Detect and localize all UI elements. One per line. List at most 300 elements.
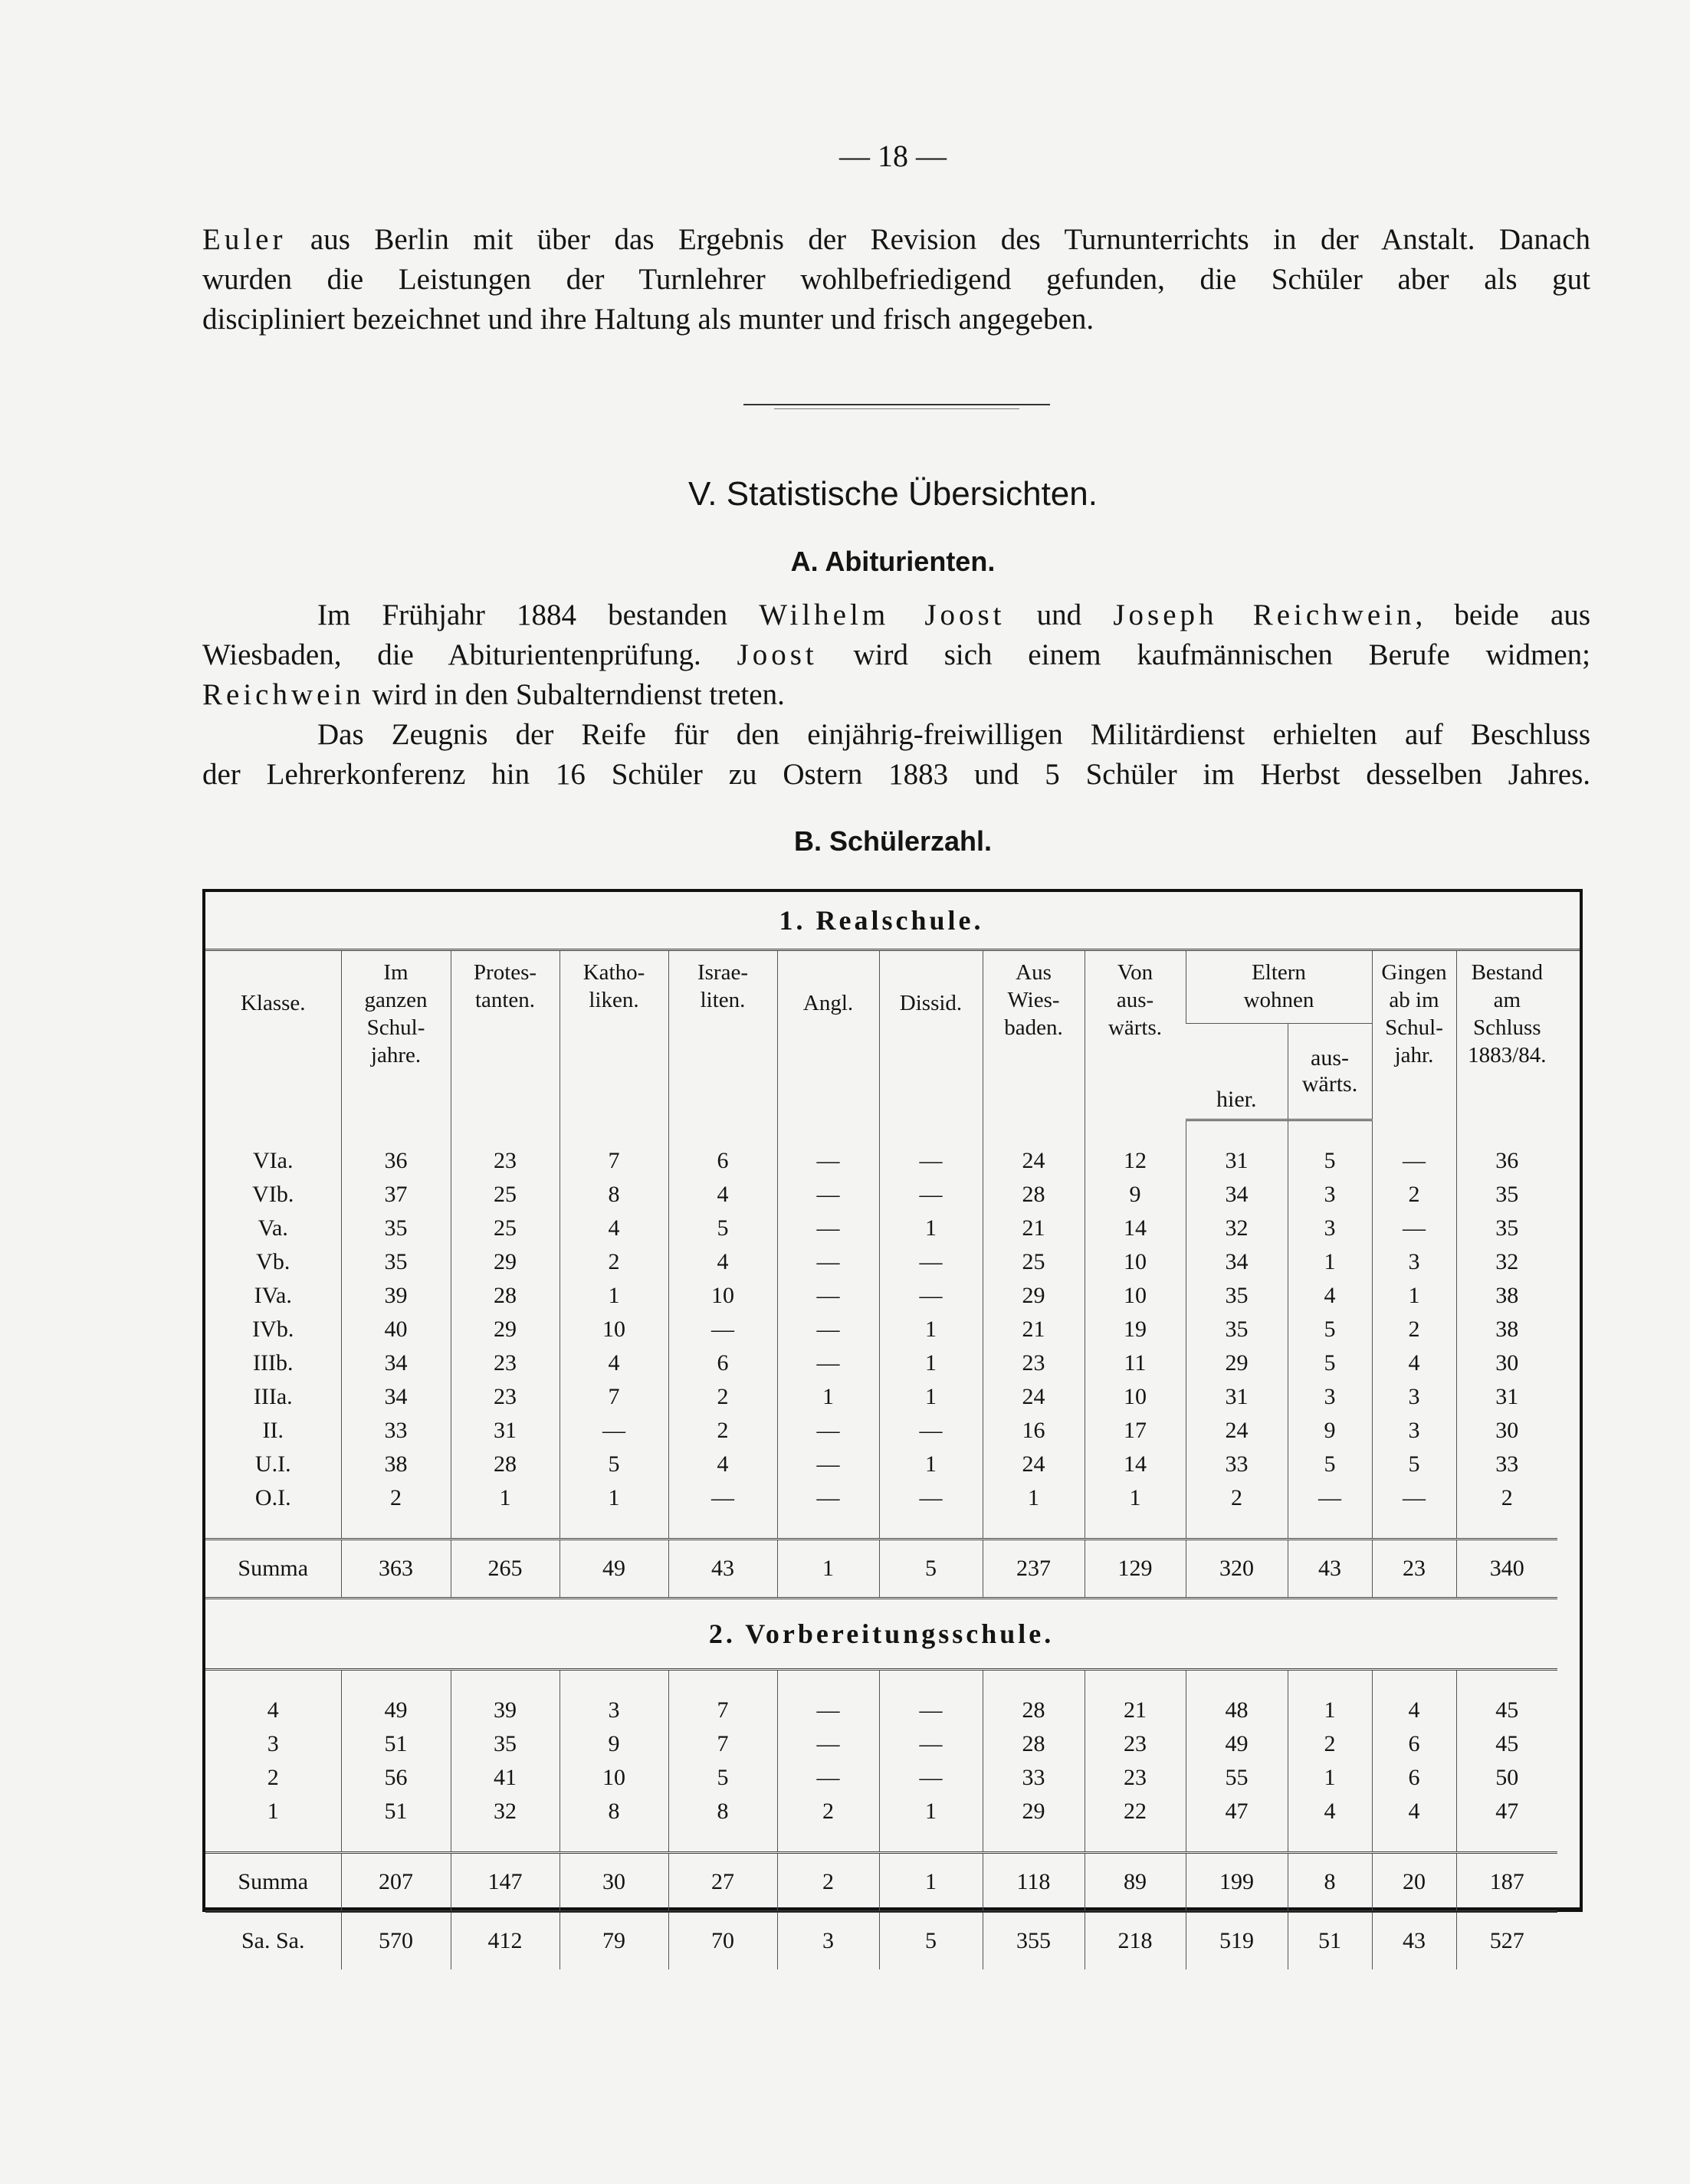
cell-value: 4 <box>1288 1795 1372 1828</box>
table-row <box>205 1346 1580 1380</box>
spacer-cell <box>341 1670 451 1694</box>
cell-value: 10 <box>560 1313 668 1346</box>
cell-value: 21 <box>983 1313 1085 1346</box>
spacer-cell <box>777 1828 879 1853</box>
cell-value: 7 <box>668 1727 777 1761</box>
cell-value: 187 <box>1456 1853 1557 1912</box>
text-segment: wurden die Leistungen der Turnlehrer wohlbefriedigend gefunden, die Schüler aber als gut <box>202 263 1590 296</box>
cell-value: 48 <box>1186 1694 1288 1727</box>
cell-value: 35 <box>341 1212 451 1245</box>
spacer-cell <box>1085 1120 1186 1145</box>
intro-paragraph <box>202 220 1590 339</box>
cell-value: 14 <box>1085 1212 1186 1245</box>
cell-value: 320 <box>1186 1540 1288 1599</box>
cell-value: 5 <box>668 1761 777 1795</box>
text-line <box>202 300 1590 339</box>
spacer-cell <box>341 1515 451 1540</box>
spacer-cell <box>1186 1670 1288 1694</box>
spacer-cell <box>560 1670 668 1694</box>
cell-value: 3 <box>1372 1245 1456 1279</box>
subheading-schuelerzahl: B. Schülerzahl. <box>793 825 993 857</box>
header-line: Wies- <box>1007 988 1060 1012</box>
cell-value: — <box>879 1414 983 1448</box>
spacer-cell <box>1372 1120 1456 1145</box>
header-line: Israe- <box>697 960 748 985</box>
cell-value: — <box>777 1448 879 1481</box>
cell-value: 1 <box>560 1481 668 1515</box>
row-label: II. <box>262 1418 284 1443</box>
header-line: wärts. <box>1108 1015 1163 1040</box>
cell-value: 4 <box>1372 1795 1456 1828</box>
cell-value: 41 <box>451 1761 560 1795</box>
table-row <box>205 1380 1580 1414</box>
cell-value: 2 <box>668 1380 777 1414</box>
cell-value: 4 <box>668 1245 777 1279</box>
cell-value: 50 <box>1456 1761 1557 1795</box>
cell-value: 2 <box>668 1414 777 1448</box>
cell-value: — <box>1372 1144 1456 1178</box>
cell-value: 51 <box>1288 1912 1372 1970</box>
spacer-cell <box>777 1120 879 1145</box>
text-line <box>202 220 1590 260</box>
header-aus-wiesbaden <box>983 950 1085 1120</box>
row-spacer <box>205 1120 1580 1145</box>
cell-value: 2 <box>1372 1178 1456 1212</box>
cell-value: — <box>777 1727 879 1761</box>
cell-value: — <box>1372 1481 1456 1515</box>
cell-value: — <box>879 1694 983 1727</box>
cell-value: 35 <box>341 1245 451 1279</box>
cell-value: 1 <box>777 1380 879 1414</box>
cell-value: 118 <box>983 1853 1085 1912</box>
spacer-cell <box>1186 1120 1288 1145</box>
cell-value: 570 <box>341 1912 451 1970</box>
header-angl: Angl. <box>777 950 879 1120</box>
header-line: Gingen <box>1381 960 1447 985</box>
cell-value: 207 <box>341 1853 451 1912</box>
cell-value: 16 <box>983 1414 1085 1448</box>
cell-value: 24 <box>983 1144 1085 1178</box>
spacer-cell <box>1288 1670 1372 1694</box>
cell-value: 33 <box>1456 1448 1557 1481</box>
section-vorbereitungsschule <box>205 1599 1580 1670</box>
cell-value: — <box>879 1245 983 1279</box>
cell-value: 24 <box>1186 1414 1288 1448</box>
cell-value: 5 <box>879 1540 983 1599</box>
cell-value: — <box>777 1212 879 1245</box>
table-row <box>205 1212 1580 1245</box>
cell-value: 2 <box>777 1795 879 1828</box>
cell-value: 34 <box>1186 1178 1288 1212</box>
header-line: liten. <box>700 988 746 1012</box>
section-realschule <box>205 892 1580 950</box>
cell-value: 4 <box>668 1178 777 1212</box>
cell-value: 5 <box>560 1448 668 1481</box>
text-segment: , beide aus <box>1415 598 1591 631</box>
cell-value: — <box>777 1178 879 1212</box>
header-hier: hier. <box>1186 1024 1288 1120</box>
cell-value: — <box>879 1279 983 1313</box>
cell-value: 30 <box>560 1853 668 1912</box>
cell-value: — <box>1288 1481 1372 1515</box>
abiturienten-text <box>202 595 1590 795</box>
cell-value: 1 <box>1085 1481 1186 1515</box>
summa-row <box>205 1853 1580 1912</box>
row-label: Summa <box>205 1540 341 1599</box>
cell-value: 29 <box>451 1245 560 1279</box>
cell-value: 10 <box>560 1761 668 1795</box>
cell-value: 35 <box>451 1727 560 1761</box>
cell-value: 23 <box>1085 1727 1186 1761</box>
header-line: jahr. <box>1394 1043 1434 1067</box>
text-line <box>202 755 1590 795</box>
section-title: V. Statistische Übersichten. <box>688 475 1098 513</box>
cell-value: 35 <box>1186 1313 1288 1346</box>
cell-value: 2 <box>777 1853 879 1912</box>
cell-value: 25 <box>983 1245 1085 1279</box>
row-label: VIb. <box>252 1182 294 1207</box>
cell-value: 21 <box>983 1212 1085 1245</box>
header-line: ganzen <box>364 988 428 1012</box>
cell-value: 29 <box>451 1313 560 1346</box>
table-row <box>205 1178 1580 1212</box>
spacer-cell <box>983 1828 1085 1853</box>
spacer-cell <box>1186 1515 1288 1540</box>
cell-value: 129 <box>1085 1540 1186 1599</box>
spaced-name: Joseph Reichwein <box>1113 598 1416 631</box>
spacer-cell <box>1372 1828 1456 1853</box>
cell-value: 23 <box>451 1380 560 1414</box>
cell-value: 17 <box>1085 1414 1186 1448</box>
cell-value: 5 <box>1288 1313 1372 1346</box>
cell-value: 31 <box>1186 1144 1288 1178</box>
cell-value: — <box>668 1313 777 1346</box>
table-row <box>205 1144 1580 1178</box>
cell-value: — <box>777 1245 879 1279</box>
spacer-cell <box>1085 1515 1186 1540</box>
row-label: 1 <box>267 1799 279 1824</box>
row-spacer <box>205 1828 1580 1853</box>
cell-value: 10 <box>1085 1380 1186 1414</box>
spacer-cell <box>1372 1515 1456 1540</box>
cell-value: — <box>1372 1212 1456 1245</box>
cell-value: 56 <box>341 1761 451 1795</box>
cell-value: 32 <box>451 1795 560 1828</box>
header-line: baden. <box>1004 1015 1063 1040</box>
table-row <box>205 1414 1580 1448</box>
cell-value: 35 <box>1456 1178 1557 1212</box>
cell-value: 35 <box>1456 1212 1557 1245</box>
cell-value: — <box>879 1761 983 1795</box>
header-line: tanten. <box>474 988 536 1012</box>
cell-value: 51 <box>341 1727 451 1761</box>
cell-value: 3 <box>1372 1380 1456 1414</box>
section-divider <box>743 404 1050 405</box>
cell-value: 199 <box>1186 1853 1288 1912</box>
cell-value: 1 <box>879 1795 983 1828</box>
row-label: 3 <box>267 1731 279 1756</box>
subheading-abiturienten: A. Abiturienten. <box>790 546 996 577</box>
cell-value: 1 <box>1288 1761 1372 1795</box>
cell-value: 9 <box>1085 1178 1186 1212</box>
total-row <box>205 1912 1580 1970</box>
header-auswaerts <box>1288 1024 1372 1120</box>
cell-value: 70 <box>668 1912 777 1970</box>
text-segment: Wiesbaden, die Abiturientenprüfung. <box>202 638 737 671</box>
cell-value: 39 <box>341 1279 451 1313</box>
cell-value: 38 <box>1456 1279 1557 1313</box>
spacer-cell <box>668 1120 777 1145</box>
cell-value: 8 <box>560 1178 668 1212</box>
spacer-cell <box>1456 1515 1557 1540</box>
cell-value: — <box>777 1346 879 1380</box>
cell-value: 37 <box>341 1178 451 1212</box>
cell-value: 1 <box>879 1313 983 1346</box>
spaced-name: Reichwein <box>202 678 365 711</box>
row-label: IIIa. <box>253 1384 293 1409</box>
cell-value: 55 <box>1186 1761 1288 1795</box>
text-segment: wird in den Subalterndienst treten. <box>364 678 785 711</box>
cell-value: — <box>560 1414 668 1448</box>
cell-value: 27 <box>668 1853 777 1912</box>
cell-value: 147 <box>451 1853 560 1912</box>
cell-value: — <box>777 1313 879 1346</box>
text-segment: Im Frühjahr 1884 bestanden <box>317 598 760 631</box>
cell-value: 1 <box>879 1346 983 1380</box>
cell-value: 218 <box>1085 1912 1186 1970</box>
cell-value: 10 <box>1085 1279 1186 1313</box>
header-line: 1883/84. <box>1468 1043 1547 1067</box>
cell-value: 28 <box>451 1448 560 1481</box>
spacer-cell <box>777 1515 879 1540</box>
spaced-name: Joost <box>737 638 818 671</box>
cell-value: — <box>777 1414 879 1448</box>
spacer-cell <box>1372 1670 1456 1694</box>
cell-value: 1 <box>1288 1245 1372 1279</box>
cell-value: 4 <box>1372 1694 1456 1727</box>
spacer-cell <box>205 1670 341 1694</box>
header-line: Schul- <box>366 1015 425 1040</box>
page-number: — 18 — <box>839 139 947 173</box>
cell-value: — <box>668 1481 777 1515</box>
cell-value: 4 <box>668 1448 777 1481</box>
cell-value: 9 <box>1288 1414 1372 1448</box>
cell-value: — <box>879 1144 983 1178</box>
cell-value: 3 <box>560 1694 668 1727</box>
cell-value: 47 <box>1186 1795 1288 1828</box>
cell-value: 47 <box>1456 1795 1557 1828</box>
section-divider-thin <box>774 408 1019 409</box>
cell-value: 7 <box>560 1380 668 1414</box>
text-line <box>202 595 1590 635</box>
cell-value: — <box>777 1694 879 1727</box>
text-segment: Das Zeugnis der Reife für den einjährig-freiwilligen Militärdienst erhielten auf Beschluss <box>317 718 1590 751</box>
row-label: Vb. <box>256 1249 290 1274</box>
header-line: ab im <box>1389 988 1439 1012</box>
header-line: jahre. <box>370 1043 422 1067</box>
spacer-cell <box>560 1828 668 1853</box>
cell-value: 19 <box>1085 1313 1186 1346</box>
table-row <box>205 1245 1580 1279</box>
cell-value: — <box>879 1178 983 1212</box>
text-segment: aus Berlin mit über das Ergebnis der Revision des Turnunterrichts in der Anstalt. Danach <box>286 223 1590 256</box>
table-row <box>205 1279 1580 1313</box>
cell-value: 29 <box>1186 1346 1288 1380</box>
cell-value: 6 <box>1372 1727 1456 1761</box>
cell-value: 5 <box>1288 1346 1372 1380</box>
cell-value: 40 <box>341 1313 451 1346</box>
cell-value: 31 <box>451 1414 560 1448</box>
table-section-title: 1. Realschule. <box>779 905 984 936</box>
cell-value: 38 <box>341 1448 451 1481</box>
table-header-row <box>205 950 1580 1024</box>
cell-value: 1 <box>560 1279 668 1313</box>
cell-value: 43 <box>1372 1912 1456 1970</box>
spacer-cell <box>1085 1670 1186 1694</box>
text-line <box>202 675 1590 715</box>
spacer-cell <box>1288 1828 1372 1853</box>
cell-value: 28 <box>983 1727 1085 1761</box>
spacer-cell <box>205 1120 341 1145</box>
cell-value: 1 <box>879 1448 983 1481</box>
cell-value: 34 <box>341 1380 451 1414</box>
cell-value: 1 <box>777 1540 879 1599</box>
cell-value: 89 <box>1085 1853 1186 1912</box>
header-protestanten <box>451 950 560 1120</box>
cell-value: 2 <box>341 1481 451 1515</box>
cell-value: 49 <box>1186 1727 1288 1761</box>
cell-value: 5 <box>668 1212 777 1245</box>
table-row <box>205 1727 1580 1761</box>
spacer-cell <box>560 1515 668 1540</box>
text-segment: wird sich einem kaufmännischen Berufe widmen; <box>817 638 1590 671</box>
spacer-cell <box>451 1515 560 1540</box>
row-spacer <box>205 1515 1580 1540</box>
text-segment: der Lehrerkonferenz hin 16 Schüler zu Ostern 1883 und 5 Schüler im Herbst desselben Jahres. <box>202 758 1590 791</box>
cell-value: 6 <box>668 1346 777 1380</box>
cell-value: 49 <box>341 1694 451 1727</box>
spacer-cell <box>1456 1120 1557 1145</box>
cell-value: 237 <box>983 1540 1085 1599</box>
cell-value: 265 <box>451 1540 560 1599</box>
cell-value: 28 <box>451 1279 560 1313</box>
spacer-cell <box>879 1670 983 1694</box>
cell-value: 34 <box>1186 1245 1288 1279</box>
cell-value: 23 <box>1372 1540 1456 1599</box>
cell-value: 51 <box>341 1795 451 1828</box>
cell-value: 14 <box>1085 1448 1186 1481</box>
cell-value: 31 <box>1186 1380 1288 1414</box>
row-label: 2 <box>267 1765 279 1790</box>
spacer-cell <box>879 1120 983 1145</box>
summa-row <box>205 1540 1580 1599</box>
cell-value: 33 <box>1186 1448 1288 1481</box>
row-label: 4 <box>267 1697 279 1723</box>
cell-value: 4 <box>1372 1346 1456 1380</box>
spacer-cell <box>1085 1828 1186 1853</box>
cell-value: 4 <box>560 1212 668 1245</box>
header-line: aus- <box>1311 1045 1349 1071</box>
cell-value: 355 <box>983 1912 1085 1970</box>
cell-value: 49 <box>560 1540 668 1599</box>
spacer-cell <box>341 1828 451 1853</box>
header-line: Eltern <box>1252 960 1306 985</box>
cell-value: — <box>777 1144 879 1178</box>
header-line: aus- <box>1116 988 1154 1012</box>
cell-value: 10 <box>668 1279 777 1313</box>
cell-value: 527 <box>1456 1912 1557 1970</box>
cell-value: 5 <box>1288 1144 1372 1178</box>
cell-value: 25 <box>451 1212 560 1245</box>
cell-value: 8 <box>1288 1853 1372 1912</box>
cell-value: 1 <box>983 1481 1085 1515</box>
cell-value: 9 <box>560 1727 668 1761</box>
spacer-cell <box>668 1828 777 1853</box>
cell-value: 6 <box>1372 1761 1456 1795</box>
cell-value: 28 <box>983 1178 1085 1212</box>
table-section-title: 2. Vorbereitungsschule. <box>205 1599 1557 1670</box>
header-line: liken. <box>589 988 639 1012</box>
spacer-cell <box>879 1515 983 1540</box>
spacer-cell <box>451 1828 560 1853</box>
cell-value: 31 <box>1456 1380 1557 1414</box>
spacer-cell <box>1288 1120 1372 1145</box>
cell-value: 30 <box>1456 1414 1557 1448</box>
row-label: IVa. <box>254 1283 292 1308</box>
cell-value: 2 <box>560 1245 668 1279</box>
cell-value: 1 <box>879 1853 983 1912</box>
cell-value: 22 <box>1085 1795 1186 1828</box>
cell-value: 3 <box>1288 1178 1372 1212</box>
cell-value: 36 <box>341 1144 451 1178</box>
cell-value: 1 <box>879 1380 983 1414</box>
cell-value: 3 <box>1372 1414 1456 1448</box>
spacer-cell <box>205 1828 341 1853</box>
spacer-cell <box>451 1120 560 1145</box>
header-klasse: Klasse. <box>240 991 306 1015</box>
row-label: Summa <box>205 1853 341 1912</box>
header-gingen-ab <box>1372 950 1456 1120</box>
cell-value: 12 <box>1085 1144 1186 1178</box>
cell-value: 32 <box>1456 1245 1557 1279</box>
table-row <box>205 1694 1580 1727</box>
cell-value: 23 <box>1085 1761 1186 1795</box>
table-row <box>205 1481 1580 1515</box>
cell-value: — <box>879 1727 983 1761</box>
header-dissid: Dissid. <box>879 950 983 1120</box>
row-label: O.I. <box>254 1485 291 1510</box>
spacer-cell <box>1186 1828 1288 1853</box>
text-line <box>202 260 1590 300</box>
cell-value: 45 <box>1456 1694 1557 1727</box>
row-label: IIIb. <box>253 1350 294 1376</box>
cell-value: 8 <box>560 1795 668 1828</box>
row-label: Va. <box>258 1215 288 1241</box>
spacer-cell <box>341 1120 451 1145</box>
spacer-cell <box>1456 1670 1557 1694</box>
cell-value: 36 <box>1456 1144 1557 1178</box>
cell-value: — <box>777 1761 879 1795</box>
header-line: am <box>1493 988 1521 1012</box>
cell-value: — <box>879 1481 983 1515</box>
table-row <box>205 1448 1580 1481</box>
row-label: Sa. Sa. <box>205 1912 341 1970</box>
cell-value: 32 <box>1186 1212 1288 1245</box>
cell-value: 11 <box>1085 1346 1186 1380</box>
cell-value: 21 <box>1085 1694 1186 1727</box>
spacer-cell <box>983 1670 1085 1694</box>
header-im-ganzen <box>341 950 451 1120</box>
